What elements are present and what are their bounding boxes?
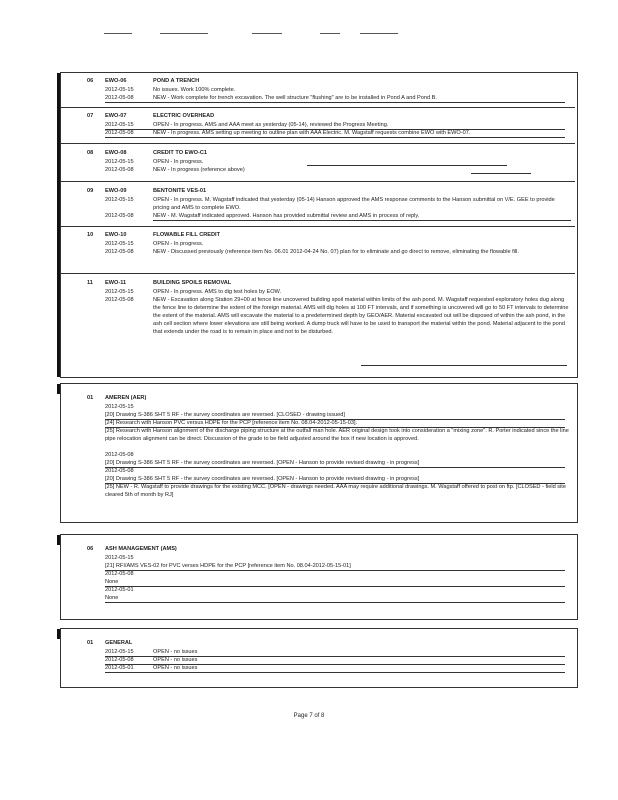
line-text: NEW - Work complete for trench excavation. The well structure "flushing" are to be installed in Pond A and Pond B. [153,95,437,101]
section-marker [57,629,60,639]
item-line [105,86,565,94]
item-number: 11 [87,280,93,286]
entry-date: 2012-05-15 [105,404,134,410]
item-title: FLOWABLE FILL CREDIT [153,232,221,238]
item-number: 09 [87,188,94,194]
item-line [105,94,565,103]
section-marker [57,73,60,377]
line-text: No issues. Work 100% complete. [153,87,236,93]
line-date: 2012-05-08 [105,130,134,136]
ams-item [61,545,575,615]
ams-section [60,534,578,620]
item-title: ELECTRIC OVERHEAD [153,113,215,119]
item-title: BUILDING SPOILS REMOVAL [153,280,232,286]
item-code: EWO-09 [105,188,127,194]
line-text: OPEN - In progress. AMS and AAA meet as yesterday (05-14), reviewed the Progress Meeting. [153,122,389,128]
line-text: NEW - Excavation along Station 29+00 at fence line uncovered building spoil material within limits of the ash pond. M. Wagstaff requested exploratory holes dug along the fence line to determine the extent of the foreign material. AMS will dig holes at 100 FT intervals, and if something is uncovered will go to 50 FT intervals to determine the extent of the material. AMS will excavate the material to a predetermined depth by GEO/AER. Material excavated out will be disposed of within the ash pond, in the ash cell section where lower elevations are still being worked. A dump truck will have to be used to transport the material within the pond. Material adjacent to the pond that extends under the road is to remain in place and not to be disturbed. [153,297,569,335]
line-date: 2012-05-08 [105,95,134,101]
line-date: 2012-05-15 [105,197,134,203]
line-text: NEW - In progress (reference above) [153,167,245,173]
line-date: 2012-05-08 [105,213,134,219]
item-number: 08 [87,150,94,156]
entry-text: None [105,578,565,587]
blank-rule [361,365,567,366]
item-title: GENERAL [105,640,133,646]
entry-text: [21] RFI/AMS VES-02 for PVC verses HDPE for the PCP [reference item No. 08.04-2012-05-15-01] [105,562,565,571]
line-date: 2012-05-08 [105,167,134,173]
item-line [105,129,565,138]
ewo-item [61,279,575,371]
item-separator [61,143,575,144]
line-text: OPEN - In progress. M. Wagstaff indicated that yesterday (05-14) Hanson approved the AMS response comments to the Hanson submittal on V/E. GEE to provide pricing and AMS to complete EWO. [153,197,555,211]
item-code: EWO-06 [105,78,127,84]
ameren-section [60,383,578,523]
entry-text: None [105,594,565,603]
general-section [60,628,578,688]
ewo-section [60,72,578,378]
blank-rule [307,165,507,166]
item-separator [61,107,575,108]
entry-text: OPEN - no issues [153,649,198,655]
page-footer: Page 7 of 8 [293,713,325,719]
header-rule [360,33,398,34]
item-title: ASH MANAGEMENT (AMS) [105,546,177,552]
entry-date: 2012-05-01 [105,665,134,671]
ewo-item [61,187,575,223]
item-title: CREDIT TO EWO-C1 [153,150,207,156]
item-separator [61,181,575,182]
line-text: OPEN - In progress. [153,159,204,165]
section-marker [57,535,60,545]
entry-date: 2012-05-08 [105,468,134,474]
entry-line [105,664,565,673]
header-rule [104,33,132,34]
entry-text: [25] NEW - R. Wagstaff to provide drawings for the existing MCC. [OPEN - drawings needed. AAA may require additional drawings. M. Wagstaff offered to post on ftp. [CLOSED - field site cleared 5th of month by RJ] [105,484,566,498]
item-separator [61,273,575,274]
item-number: 01 [87,640,94,646]
line-text: NEW - Discussed previously (reference item No. 06.01 2012-04-24 No. 07) plan for to eliminate and go direct to remove, eliminating the flowable fill. [153,249,519,255]
item-title: AMEREN (AER) [105,395,147,401]
line-date: 2012-05-15 [105,159,134,165]
line-date: 2012-05-08 [105,297,134,303]
entry-text: OPEN - no issues [153,657,198,663]
item-code: EWO-08 [105,150,127,156]
section-marker [57,384,60,394]
ewo-item [61,231,575,267]
entry-text: [25] Research with Hanson alignment of the discharge piping structure at the outfall man hole. AER original design took into consideration a "mixing zone". R. Porter indicated since the line pipe relocation alignment can be direct. Discussion of the grade to be field adjusted around the box if new location is approved. [105,428,569,442]
entry-date: 2012-05-08 [105,452,134,458]
blank-rule [471,173,531,174]
item-number: 01 [87,395,94,401]
header-rule [252,33,282,34]
entry-date: 2012-05-15 [105,649,134,655]
entry-date: 2012-05-08 [105,571,134,577]
general-item [61,639,575,683]
line-date: 2012-05-08 [105,249,134,255]
line-text: NEW - M. Wagstaff indicated approved. Hanson has provided submittal review and AMS in process of reply. [153,212,571,221]
line-text: OPEN - In progress. [153,241,204,247]
item-separator [61,226,575,227]
line-date: 2012-05-15 [105,241,134,247]
entry-text: [20] Drawing S-386 SHT 5 RF - the survey coordinates are reversed. [OPEN - Hanson to provide revised drawing - in progress] [105,475,565,484]
header-rule [160,33,208,34]
entry-date: 2012-05-01 [105,587,134,593]
line-date: 2012-05-15 [105,122,134,128]
ewo-item [61,112,575,140]
line-text: OPEN - In progress. AMS to dig test holes by EOW. [153,289,282,295]
entry-text: OPEN - no issues [153,665,198,671]
entry-date: 2012-05-08 [105,657,134,663]
item-number: 07 [87,113,94,119]
entry-text: [24] Research with Hanson PVC versus HDPE for the PCP [reference item No. 08.04-2012-05-15-03]. [105,419,565,428]
line-date: 2012-05-15 [105,87,134,93]
entry-date: 2012-05-15 [105,555,134,561]
entry-text: [20] Drawing S-386 SHT 5 RF - the survey coordinates are reversed. [CLOSED - drawing issued] [105,411,565,420]
item-code: EWO-10 [105,232,127,238]
item-title: POND A TRENCH [153,78,200,84]
item-code: EWO-07 [105,113,127,119]
item-code: EWO-11 [105,280,127,286]
item-number: 06 [87,78,94,84]
header-rule [320,33,340,34]
item-title: BENTONITE VES-01 [153,188,207,194]
entry-text: [20] Drawing S-386 SHT 5 RF - the survey coordinates are reversed. [OPEN - Hanson to provide revised drawing - in progress] [105,459,565,468]
ewo-item [61,149,575,177]
item-number: 10 [87,232,94,238]
line-text: NEW - In progress. AMS setting up meeting to outline plan with AAA Electric. M. Wagstaff requests combine EWO with EWO-07. [153,130,471,136]
ewo-item [61,77,575,105]
ameren-item [61,394,575,518]
item-number: 06 [87,546,94,552]
line-date: 2012-05-15 [105,289,134,295]
